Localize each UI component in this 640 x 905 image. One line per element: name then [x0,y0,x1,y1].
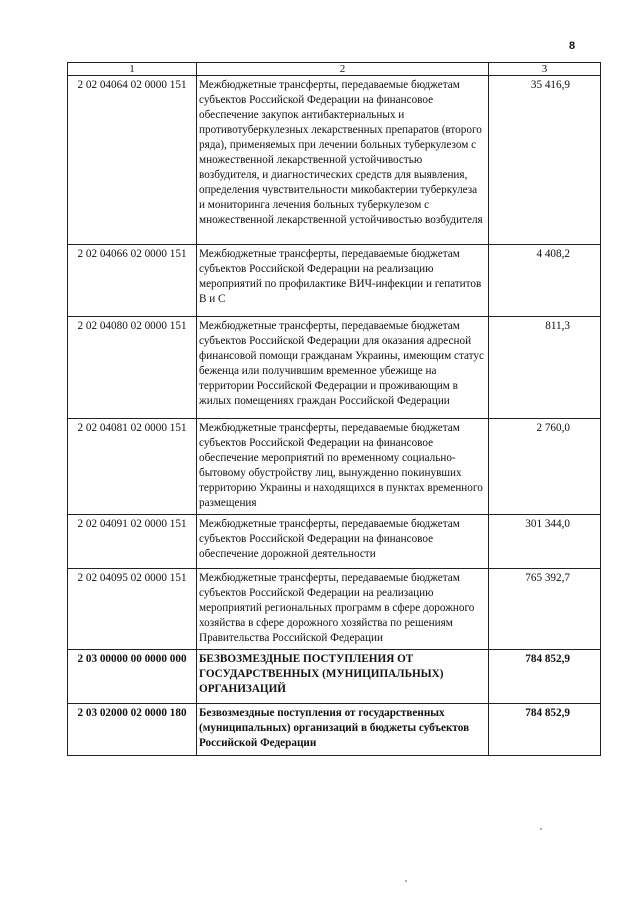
description-cell: Межбюджетные трансферты, передаваемые бюджетам субъектов Российской Федерации на реализацию мероприятий региональных программ в сфере дорожного хозяйства в сфере дорожного хозяйства по решениям Правительства Российской Федерации [197,569,489,650]
scan-speck [405,880,407,882]
table-row [68,704,601,756]
table-row [68,245,601,317]
budget-code-cell: 2 02 04066 02 0000 151 [68,245,197,317]
description-cell: Межбюджетные трансферты, передаваемые бюджетам субъектов Российской Федерации на финансовое обеспечение мероприятий по временному социально-бытовому обустройству лиц, вынужденно покинувших территорию Украины и находящихся в пунктах временного размещения [197,419,489,515]
amount-cell: 2 760,0 [489,419,601,515]
budget-code-cell: 2 02 04095 02 0000 151 [68,569,197,650]
column-header-3: 3 [489,63,601,76]
table-row [68,515,601,569]
amount-cell: 811,3 [489,317,601,419]
budget-code-cell: 2 02 04081 02 0000 151 [68,419,197,515]
table-header-row [68,63,601,76]
description-cell: Межбюджетные трансферты, передаваемые бюджетам субъектов Российской Федерации на финансовое обеспечение закупок антибактериальных и противотуберкулезных лекарственных препаратов (второго ряда), применяемых при лечении больных туберкулезом с множественной лекарственной устойчивостью возбудителя, и диагностических средств для выявления, определения чувствительности микобактерии туберкулеза и мониторинга лечения больных туберкулезом с множественной лекарственной устойчивостью возбудителя [197,76,489,245]
table-row [68,650,601,704]
budget-table [67,62,601,756]
description-cell: Межбюджетные трансферты, передаваемые бюджетам субъектов Российской Федерации на реализацию мероприятий по профилактике ВИЧ-инфекции и гепатитов В и С [197,245,489,317]
amount-cell: 301 344,0 [489,515,601,569]
description-cell: Безвозмездные поступления от государственных (муниципальных) организаций в бюджеты субъектов Российской Федерации [197,704,489,756]
description-cell: Межбюджетные трансферты, передаваемые бюджетам субъектов Российской Федерации на финансовое обеспечение дорожной деятельности [197,515,489,569]
amount-cell: 765 392,7 [489,569,601,650]
table-row [68,569,601,650]
budget-code-cell: 2 02 04064 02 0000 151 [68,76,197,245]
budget-code-cell: 2 02 04091 02 0000 151 [68,515,197,569]
description-cell: Межбюджетные трансферты, передаваемые бюджетам субъектов Российской Федерации для оказания адресной финансовой помощи гражданам Украины, имеющим статус беженца или получившим временное убежище на территории Российской Федерации и проживающим в жилых помещениях граждан Российской Федерации [197,317,489,419]
column-header-1: 1 [68,63,197,76]
amount-cell: 35 416,9 [489,76,601,245]
budget-code-cell: 2 02 04080 02 0000 151 [68,317,197,419]
table-row [68,76,601,245]
amount-cell: 4 408,2 [489,245,601,317]
column-header-2: 2 [197,63,489,76]
scan-speck [540,828,542,830]
table-row [68,317,601,419]
budget-code-cell: 2 03 02000 02 0000 180 [68,704,197,756]
description-cell: БЕЗВОЗМЕЗДНЫЕ ПОСТУПЛЕНИЯ ОТ ГОСУДАРСТВЕННЫХ (МУНИЦИПАЛЬНЫХ) ОРГАНИЗАЦИЙ [197,650,489,704]
amount-cell: 784 852,9 [489,650,601,704]
amount-cell: 784 852,9 [489,704,601,756]
table-row [68,419,601,515]
budget-code-cell: 2 03 00000 00 0000 000 [68,650,197,704]
page-number: 8 [569,40,576,52]
